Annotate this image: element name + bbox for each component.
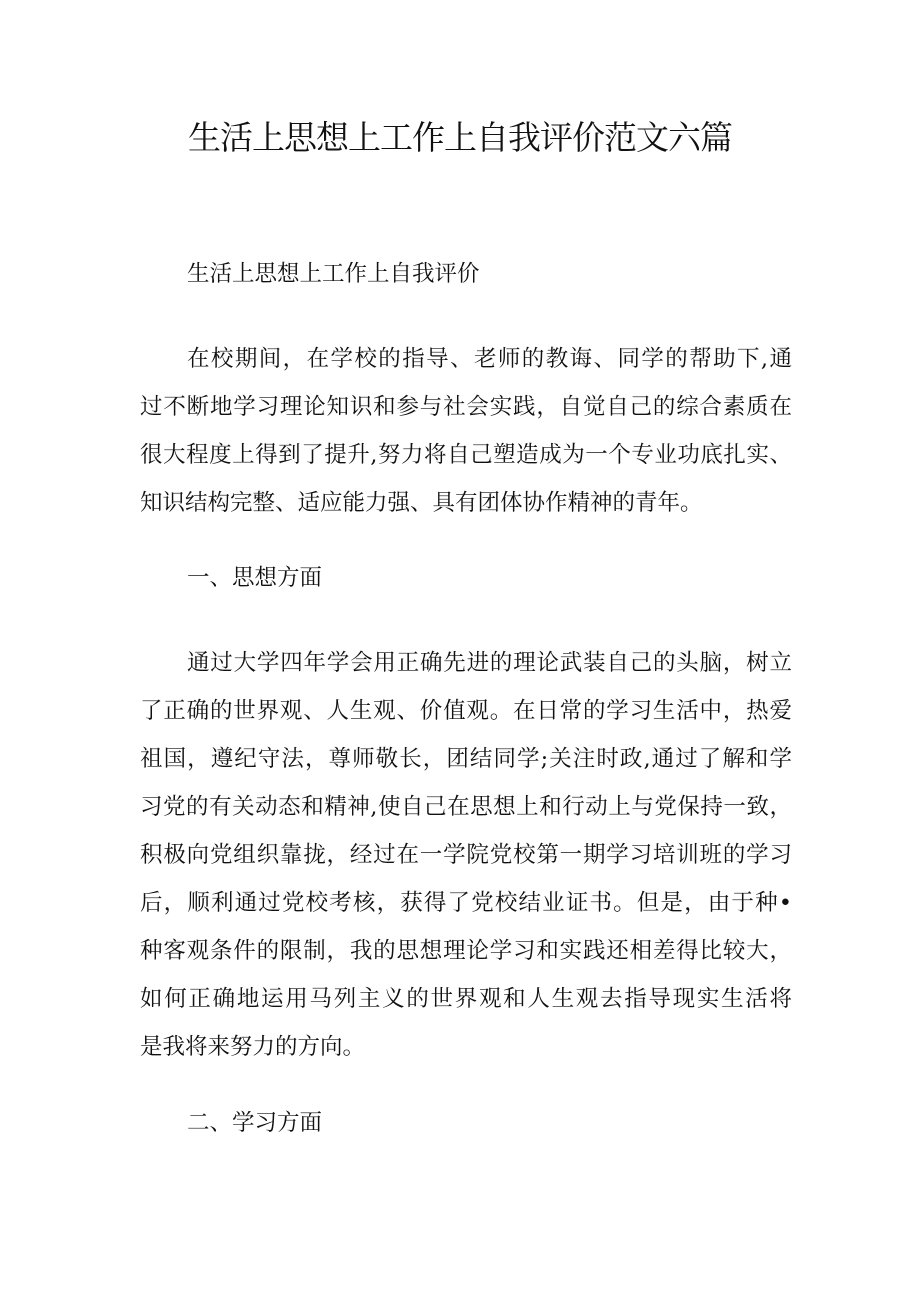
section1-line: 积极向党组织靠拢，经过在一学院党校第一期学习培训班的学习 [140, 842, 792, 868]
intro-line: 过不断地学习理论知识和参与社会实践，自觉自己的综合素质在 [140, 394, 792, 420]
section1-line: 习党的有关动态和精神,使自己在思想上和行动上与党保持一致， [140, 794, 792, 820]
section1-line: 通过大学四年学会用正确先进的理论武装自己的头脑，树立 [187, 650, 792, 676]
section-heading-thought: 一、思想方面 [187, 565, 323, 591]
intro-line: 在校期间，在学校的指导、老师的教诲、同学的帮助下,通 [187, 346, 792, 372]
section1-line: 祖国，遵纪守法，尊师敬长，团结同学;关注时政,通过了解和学 [140, 746, 792, 772]
section1-line: 是我将来努力的方向。 [140, 1034, 366, 1060]
section1-line: 如何正确地运用马列主义的世界观和人生观去指导现实生活将 [140, 986, 792, 1012]
essay-heading: 生活上思想上工作上自我评价 [187, 261, 480, 287]
intro-line: 知识结构完整、适应能力强、具有团体协作精神的青年。 [140, 490, 703, 516]
section1-line: 种客观条件的限制，我的思想理论学习和实践还相差得比较大， [140, 938, 792, 964]
document-title: 生活上思想上工作上自我评价范文六篇 [188, 118, 732, 157]
section-heading-study: 二、学习方面 [187, 1110, 323, 1136]
section1-line: 后，顺利通过党校考核，获得了党校结业证书。但是，由于种• [140, 890, 792, 916]
intro-line: 很大程度上得到了提升,努力将自己塑造成为一个专业功底扎实、 [140, 442, 792, 468]
section1-line: 了正确的世界观、人生观、价值观。在日常的学习生活中，热爱 [140, 698, 792, 724]
